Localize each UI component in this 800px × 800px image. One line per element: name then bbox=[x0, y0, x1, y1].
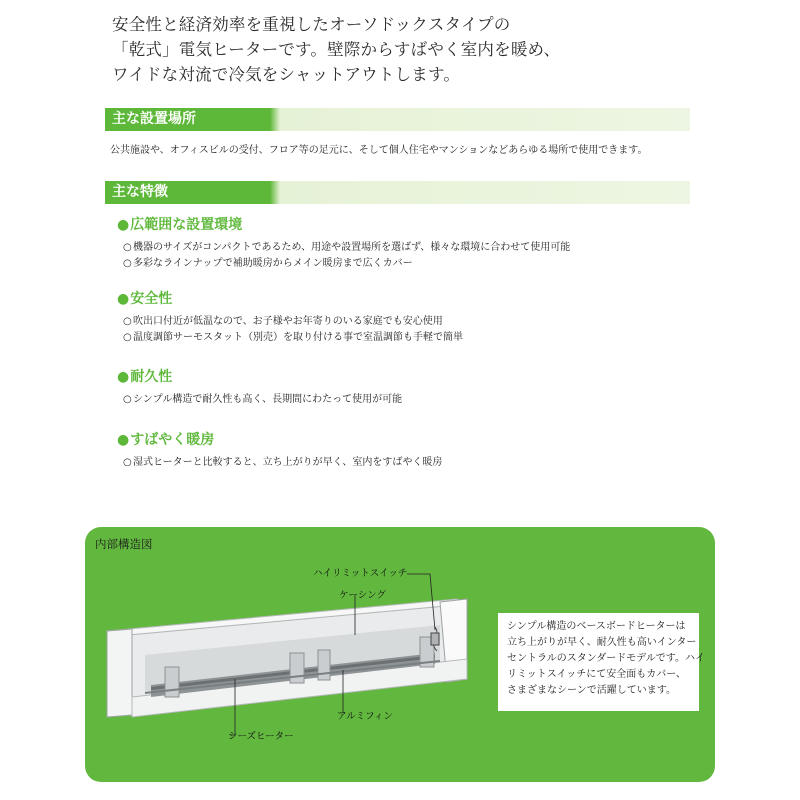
bullet-icon: ● bbox=[117, 217, 130, 233]
diagram-title: 内部構造図 bbox=[95, 537, 153, 551]
feature-point: ○多彩なラインナップで補助暖房からメイン暖房まで広くカバー bbox=[123, 258, 413, 269]
intro-line: ワイドな対流で冷気をシャットアウトします。 bbox=[112, 65, 461, 84]
features-heading-band bbox=[105, 181, 690, 204]
diagram-description: シンプル構造のベースボードヒーターは 立ち上がりが早く、耐久性も高いインター セントラルのスタンダードモデルです。ハイ リミットスイッチにて安全面もカバー、 さまざまなシーンで活躍しています。 bbox=[498, 613, 699, 711]
feature-quick-heating bbox=[117, 431, 442, 471]
feature-point: ○吹出口付近が低温なので、お子様やお年寄りのいる家庭でも安心使用 bbox=[123, 316, 443, 327]
intro-text bbox=[112, 12, 702, 87]
feature-durability bbox=[117, 368, 402, 408]
intro-line: 安全性と経済効率を重視したオーソドックスタイプの bbox=[112, 15, 511, 34]
left-end-cap bbox=[107, 629, 132, 717]
intro-line: 「乾式」電気ヒーターです。壁際からすばやく室内を暖め、 bbox=[112, 40, 561, 59]
label-aluminum-fin: アルミフィン bbox=[337, 711, 393, 722]
feature-point: ○温度調節サーモスタット（別売）を取り付ける事で室温調節も手軽で簡単 bbox=[123, 332, 463, 343]
feature-point: ○シンプル構造で耐久性も高く、長期間にわたって使用が可能 bbox=[123, 394, 403, 405]
features-heading: 主な特徴 bbox=[112, 184, 168, 200]
locations-text: 公共施設や、オフィスビルの受付、フロア等の足元に、そして個人住宅やマンションなどあらゆる場所で使用できます。 bbox=[110, 145, 648, 156]
label-sheathed-heater: シーズヒーター bbox=[228, 731, 294, 742]
bullet-icon: ● bbox=[117, 291, 130, 307]
feature-title: ●広範囲な設置環境 bbox=[117, 217, 243, 233]
locations-heading-band bbox=[105, 108, 690, 131]
bullet-icon: ● bbox=[117, 369, 130, 385]
feature-title: ●耐久性 bbox=[117, 369, 173, 385]
bullet-icon: ● bbox=[117, 432, 130, 448]
feature-title: ●すばやく暖房 bbox=[117, 432, 215, 448]
internal-structure-diagram bbox=[85, 527, 715, 782]
feature-safety bbox=[117, 290, 463, 346]
label-high-limit-switch: ハイリミットスイッチ bbox=[313, 568, 408, 579]
label-casing: ケーシング bbox=[339, 590, 386, 601]
feature-point: ○湿式ヒーターと比較すると、立ち上がりが早く、室内をすばやく暖房 bbox=[123, 457, 443, 468]
feature-wide-installation bbox=[117, 216, 570, 272]
locations-heading: 主な設置場所 bbox=[112, 111, 196, 127]
feature-point: ○機器のサイズがコンパクトであるため、用途や設置場所を選ばず、様々な環境に合わせて使用可能 bbox=[123, 242, 571, 253]
feature-title: ●安全性 bbox=[117, 291, 173, 307]
